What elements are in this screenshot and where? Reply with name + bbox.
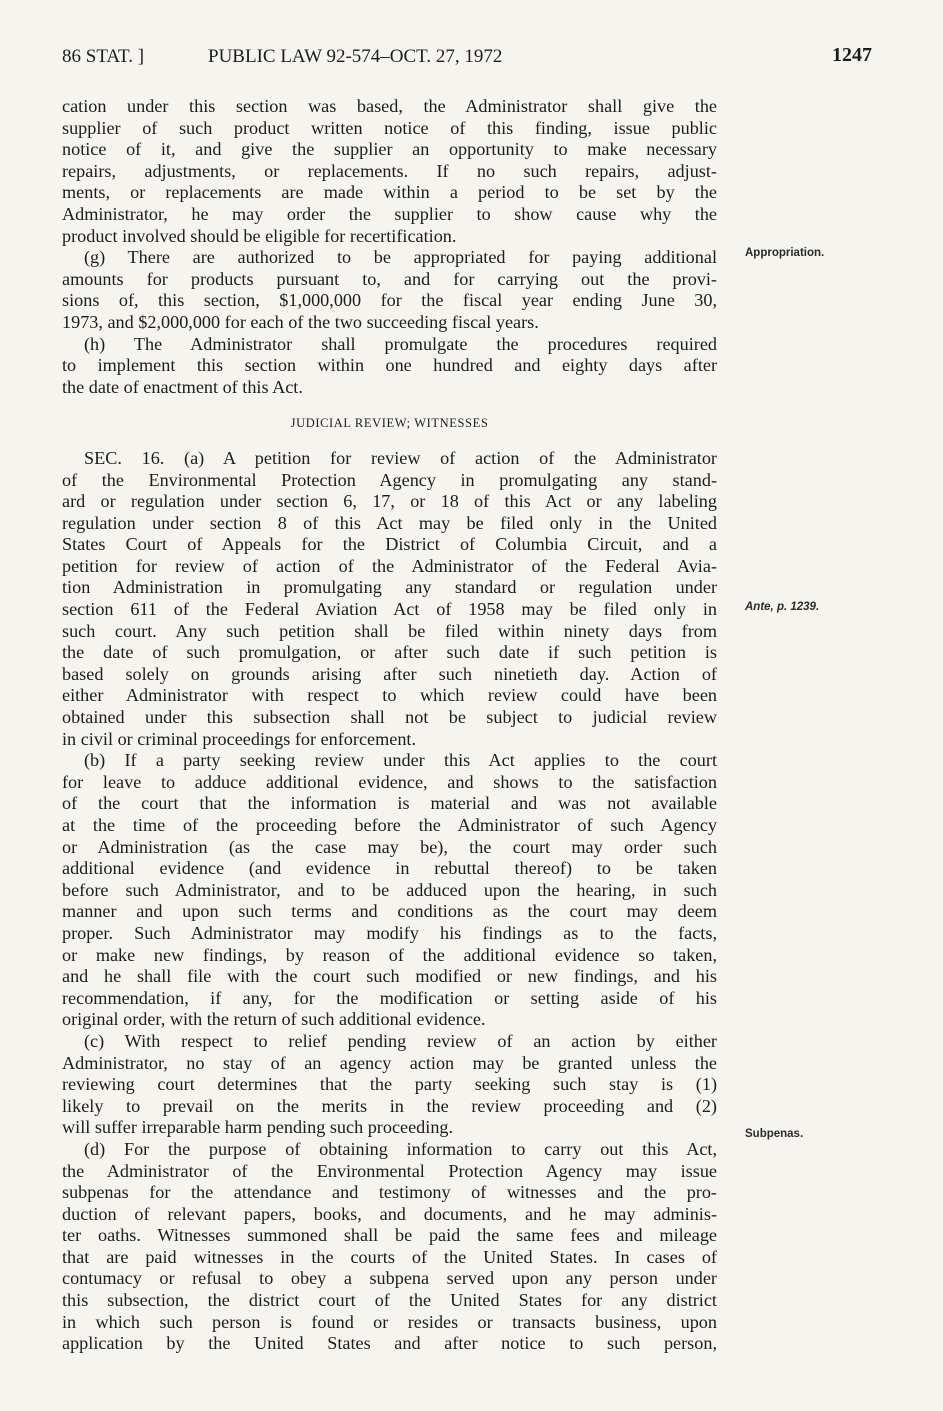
margin-note-subpenas: Subpenas. [745,1128,804,1140]
text-line: subpenas for the attendance and testimony of witnesses and the pro- [62,1182,717,1203]
text-line: (c) With respect to relief pending review of an action by either [84,1030,717,1051]
text-line: sions of, this section, $1,000,000 for the fiscal year ending June 30, [62,290,717,311]
text-line: application by the United States and after notice to such person, [62,1333,717,1354]
text-line: the Administrator of the Environmental Protection Agency may issue [62,1160,717,1181]
text-line: (g) There are authorized to be appropriated for paying additional [84,247,717,268]
text-line: product involved should be eligible for recertification. [62,225,457,246]
text-line: contumacy or refusal to obey a subpena served upon any person under [62,1268,717,1289]
text-line: for leave to adduce additional evidence, and shows to the satisfaction [62,771,717,792]
text-line: original order, with the return of such additional evidence. [62,1009,486,1030]
text-line: the date of such promulgation, or after such date if such petition is [62,642,717,663]
text-line: will suffer irreparable harm pending such proceeding. [62,1117,454,1138]
text-line: 1973, and $2,000,000 for each of the two succeeding fiscal years. [62,311,539,332]
text-line: or make new findings, by reason of the additional evidence so taken, [62,944,717,965]
text-line: based solely on grounds arising after such ninetieth day. Action of [62,663,717,684]
text-line: of the Environmental Protection Agency in promulgating any stand- [62,469,717,490]
text-line: of the court that the information is material and was not available [62,793,717,814]
text-line: reviewing court determines that the party seeking such stay is (1) [62,1074,717,1095]
text-line: to implement this section within one hundred and eighty days after [62,355,717,376]
text-line: additional evidence (and evidence in rebuttal thereof) to be taken [62,858,717,879]
text-line: Administrator, no stay of an agency action may be granted unless the [62,1052,717,1073]
text-line: tion Administration in promulgating any standard or regulation under [62,577,717,598]
text-line: petition for review of action of the Administrator of the Federal Avia- [62,555,717,576]
text-line: obtained under this subsection shall not be subject to judicial review [62,707,717,728]
statute-reference: 86 STAT. ] [62,46,145,67]
text-line: (d) For the purpose of obtaining information to carry out this Act, [84,1138,717,1159]
page-number: 1247 [832,44,872,66]
text-line: the date of enactment of this Act. [62,376,303,397]
text-line: ter oaths. Witnesses summoned shall be paid the same fees and mileage [62,1225,717,1246]
text-line: ments, or replacements are made within a period to be set by the [62,182,717,203]
text-line: amounts for products pursuant to, and for carrying out the provi- [62,268,717,289]
text-line: this subsection, the district court of the United States for any district [62,1290,717,1311]
text-line: manner and upon such terms and conditions as the court may deem [62,901,717,922]
text-line: section 611 of the Federal Aviation Act of 1958 may be filed only in [62,599,717,620]
text-line: recommendation, if any, for the modification or setting aside of his [62,987,717,1008]
text-line: in civil or criminal proceedings for enforcement. [62,728,417,749]
text-line: duction of relevant papers, books, and documents, and he may adminis- [62,1203,717,1224]
text-line: that are paid witnesses in the courts of the United States. In cases of [62,1246,717,1267]
text-line: in which such person is found or resides or transacts business, upon [62,1311,717,1332]
text-line: before such Administrator, and to be adduced upon the hearing, in such [62,879,717,900]
text-line: Administrator, he may order the supplier to show cause why the [62,203,717,224]
text-line: likely to prevail on the merits in the review proceeding and (2) [62,1095,717,1116]
text-line: proper. Such Administrator may modify his findings as to the facts, [62,922,717,943]
text-line: supplier of such product written notice of this finding, issue public [62,117,717,138]
text-line: at the time of the proceeding before the Administrator of such Agency [62,815,717,835]
text-line: notice of it, and give the supplier an opportunity to make necessary [62,139,717,160]
law-title: PUBLIC LAW 92-574–OCT. 27, 1972 [208,46,503,67]
text-line: regulation under section 8 of this Act may be filed only in the United [62,512,717,533]
text-line: or Administration (as the case may be), the court may order such [62,836,717,857]
text-line: either Administrator with respect to which review could have been [62,685,717,706]
margin-note-ante: Ante, p. 1239. [745,601,820,613]
running-header [62,44,872,74]
text-line: (h) The Administrator shall promulgate the procedures required [84,333,717,354]
text-line: States Court of Appeals for the District of Columbia Circuit, and a [62,534,717,555]
main-text [62,96,717,1355]
text-line: ard or regulation under section 6, 17, or 18 of this Act or any labeling [62,491,717,512]
text-line: cation under this section was based, the Administrator shall give the [62,96,717,116]
text-line: and he shall file with the court such modified or new findings, and his [62,966,717,987]
text-line: such court. Any such petition shall be filed within ninety days from [62,620,717,641]
margin-note-appropriation: Appropriation. [745,247,825,259]
text-line: (b) If a party seeking review under this Act applies to the court [84,750,717,771]
text-line: repairs, adjustments, or replacements. If no such repairs, adjust- [62,160,717,181]
section-heading: JUDICIAL REVIEW; WITNESSES [290,416,489,431]
text-line: SEC. 16. (a) A petition for review of action of the Administrator [84,447,717,468]
